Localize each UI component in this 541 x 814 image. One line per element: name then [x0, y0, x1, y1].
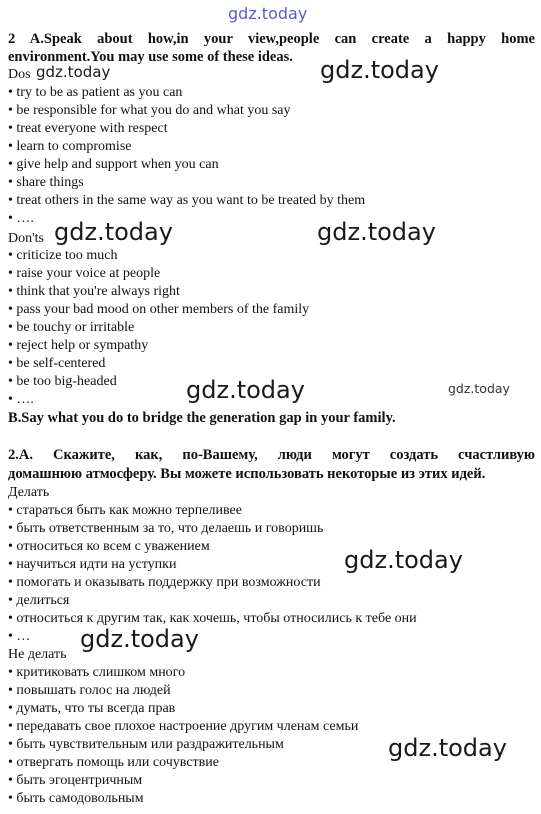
donts-item: • criticize too much — [8, 248, 118, 263]
dos-item: • give help and support when you can — [8, 157, 219, 172]
watermark: gdz.today — [36, 63, 111, 81]
dos-item: • learn to compromise — [8, 139, 132, 154]
donts-item: • reject help or sympathy — [8, 338, 149, 353]
ru-dos-item: • делиться — [8, 593, 70, 608]
ru-task-a-heading: 2.A. Скажите, как, по-Вашему, люди могут создать счастливую — [8, 447, 535, 463]
ru-dos-item: • относиться к другим так, как хочешь, чтобы относились к тебе они — [8, 611, 417, 626]
donts-item: • be too big-headed — [8, 374, 117, 389]
ru-dos-label: Делать — [8, 485, 50, 500]
ru-dos-item: • помогать и оказывать поддержку при возможности — [8, 575, 321, 590]
ru-dos-item: • стараться быть как можно терпеливее — [8, 503, 242, 518]
donts-item: • pass your bad mood on other members of the family — [8, 302, 310, 317]
ru-donts-item: • думать, что ты всегда прав — [8, 701, 176, 716]
donts-item: • …. — [8, 392, 34, 407]
ru-donts-item: • повышать голос на людей — [8, 683, 171, 698]
ru-donts-item: • передавать свое плохое настроение другим членам семьи — [8, 719, 359, 734]
donts-item: • think that you're always right — [8, 284, 180, 299]
task-b-heading: B.Say what you do to bridge the generation gap in your family. — [8, 410, 396, 426]
ru-donts-item: • быть самодовольным — [8, 791, 144, 806]
ru-donts-item: • быть чувствительным или раздражительным — [8, 737, 284, 752]
dos-item: • treat everyone with respect — [8, 121, 168, 136]
watermark: gdz.today — [54, 218, 173, 246]
watermark: gdz.today — [344, 546, 463, 574]
ru-dos-item: • относиться ко всем с уважением — [8, 539, 210, 554]
watermark: gdz.today — [388, 734, 507, 762]
donts-item: • be touchy or irritable — [8, 320, 135, 335]
watermark: gdz.today — [320, 56, 439, 84]
watermark: gdz.today — [186, 376, 305, 404]
watermark: gdz.today — [80, 625, 199, 653]
watermark: gdz.today — [228, 4, 308, 23]
ru-donts-item: • быть эгоцентричным — [8, 773, 143, 788]
ru-dos-item: • … — [8, 629, 31, 644]
ru-dos-item: • быть ответственным за то, что делаешь и говоришь — [8, 521, 324, 536]
donts-item: • raise your voice at people — [8, 266, 161, 281]
donts-item: • be self-centered — [8, 356, 106, 371]
dos-item: • …. — [8, 211, 34, 226]
ru-donts-item: • критиковать слишком много — [8, 665, 186, 680]
ru-task-a-heading-cont: домашнюю атмосферу. Вы можете использовать некоторые из этих идей. — [8, 466, 486, 482]
task-a-heading-cont: environment.You may use some of these ideas. — [8, 49, 293, 65]
ru-donts-item: • отвергать помощь или сочувствие — [8, 755, 219, 770]
watermark: gdz.today — [317, 218, 436, 246]
dos-item: • try to be as patient as you can — [8, 85, 183, 100]
dos-item: • be responsible for what you do and what you say — [8, 103, 291, 118]
ru-dos-item: • научиться идти на уступки — [8, 557, 177, 572]
donts-label: Don'ts — [8, 231, 44, 246]
dos-item: • treat others in the same way as you want to be treated by them — [8, 193, 366, 208]
dos-label: Dos — [8, 67, 31, 82]
task-a-heading: 2 A.Speak about how,in your view,people can create a happy home — [8, 31, 535, 47]
dos-item: • share things — [8, 175, 84, 190]
watermark: gdz.today — [448, 381, 510, 396]
ru-donts-label: Не делать — [8, 647, 67, 662]
